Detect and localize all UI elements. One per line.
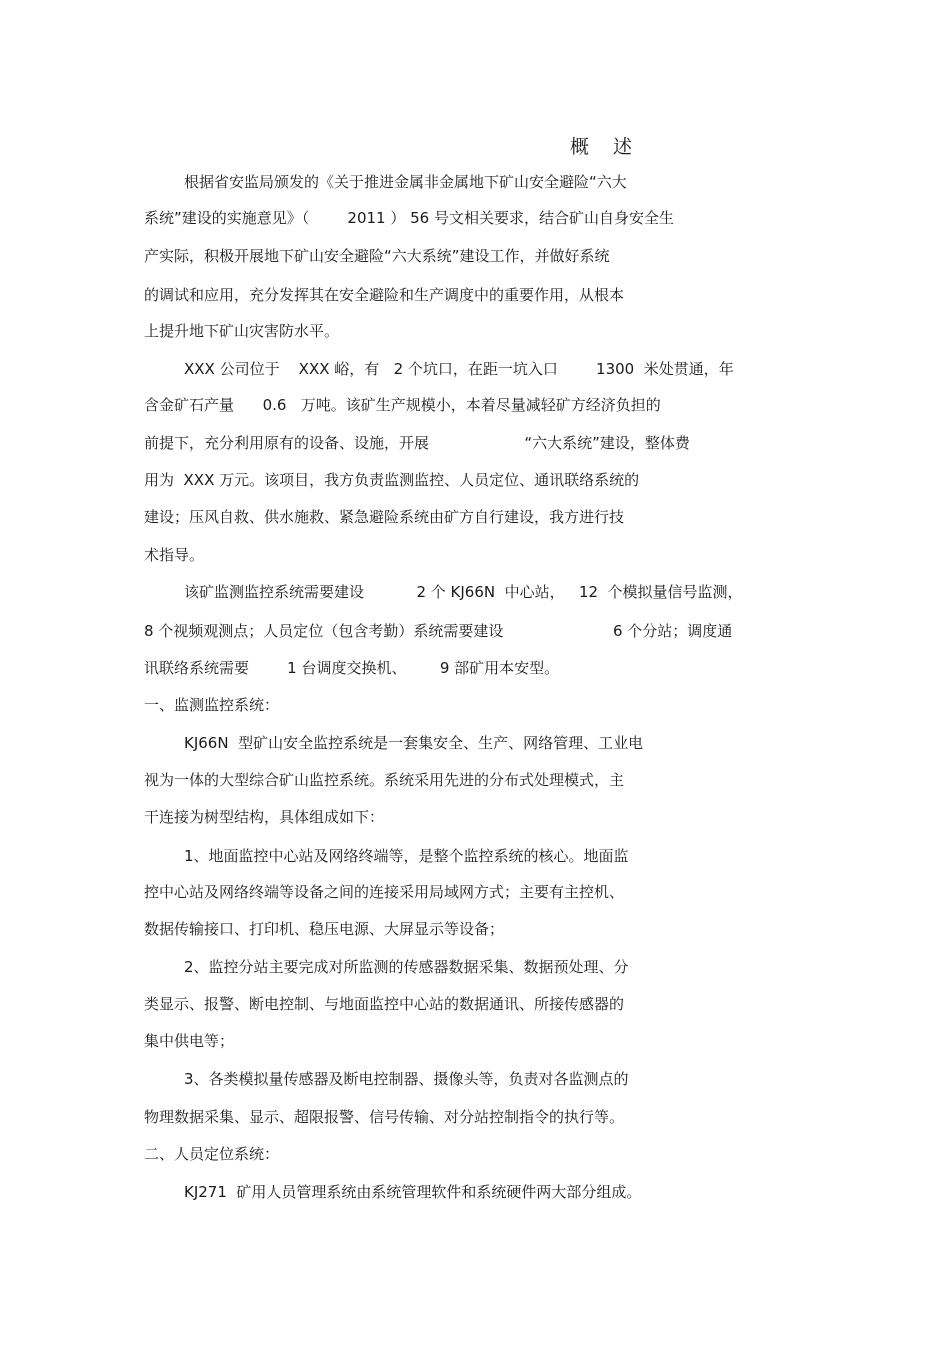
paragraph-line: 术指导。 <box>144 546 205 564</box>
paragraph-line: 产实际，积极开展地下矿山安全避险“六大系统”建设工作，并做好系统 <box>144 247 610 265</box>
paragraph-line: XXX 公司位于 XXX 峪，有 2 个坑口，在距一坑入口 1300 米处贯通，年 <box>184 360 734 378</box>
paragraph-line: KJ66N 型矿山安全监控系统是一套集安全、生产、网络管理、工业电 <box>184 734 644 752</box>
paragraph-line: 1、地面监控中心站及网络终端等，是整个监控系统的核心。地面监 <box>184 847 629 865</box>
paragraph-line: 讯联络系统需要 1 台调度交换机、 9 部矿用本安型。 <box>144 659 560 677</box>
page-title: 概述 <box>569 136 656 158</box>
section-heading: 二、人员定位系统： <box>144 1145 280 1163</box>
paragraph-line: 上提升地下矿山灾害防水平。 <box>144 322 340 340</box>
paragraph-line: 物理数据采集、显示、超限报警、信号传输、对分站控制指令的执行等。 <box>144 1108 625 1126</box>
paragraph-line: 2、监控分站主要完成对所监测的传感器数据采集、数据预处理、分 <box>184 958 629 976</box>
paragraph-line: 该矿监测监控系统需要建设 2 个 KJ66N 中心站， 12 个模拟量信号监测， <box>184 583 743 601</box>
paragraph-line: 数据传输接口、打印机、稳压电源、大屏显示等设备； <box>144 920 505 938</box>
paragraph-line: 类显示、报警、断电控制、与地面监控中心站的数据通讯、所接传感器的 <box>144 995 625 1013</box>
paragraph-line: 干连接为树型结构，具体组成如下： <box>144 808 385 826</box>
paragraph-line: 前提下，充分利用原有的设备、设施，开展 “六大系统”建设，整体费 <box>144 434 690 452</box>
paragraph-line: 根据省安监局颁发的《关于推进金属非金属地下矿山安全避险“六大 <box>184 173 627 191</box>
paragraph-line: 3、各类模拟量传感器及断电控制器、摄像头等，负责对各监测点的 <box>184 1070 629 1088</box>
paragraph-line: 建设；压风自救、供水施救、紧急避险系统由矿方自行建设，我方进行技 <box>144 508 625 526</box>
paragraph-line: 含金矿石产量 0.6 万吨。该矿生产规模小，本着尽量减轻矿方经济负担的 <box>144 396 661 414</box>
paragraph-line: 系统”建设的实施意见》（ 2011 ） 56 号文相关要求，结合矿山自身安全生 <box>144 209 674 227</box>
paragraph-line: KJ271 矿用人员管理系统由系统管理软件和系统硬件两大部分组成。 <box>184 1183 642 1201</box>
paragraph-line: 集中供电等； <box>144 1032 235 1050</box>
paragraph-line: 8 个视频观测点；人员定位（包含考勤）系统需要建设 6 个分站；调度通 <box>144 622 733 640</box>
paragraph-line: 视为一体的大型综合矿山监控系统。系统采用先进的分布式处理模式，主 <box>144 771 625 789</box>
paragraph-line: 用为 XXX 万元。该项目，我方负责监测监控、人员定位、通讯联络系统的 <box>144 471 640 489</box>
paragraph-line: 控中心站及网络终端等设备之间的连接采用局域网方式；主要有主控机、 <box>144 883 625 901</box>
paragraph-line: 的调试和应用，充分发挥其在安全避险和生产调度中的重要作用，从根本 <box>144 286 625 304</box>
section-heading: 一、监测监控系统： <box>144 696 280 714</box>
